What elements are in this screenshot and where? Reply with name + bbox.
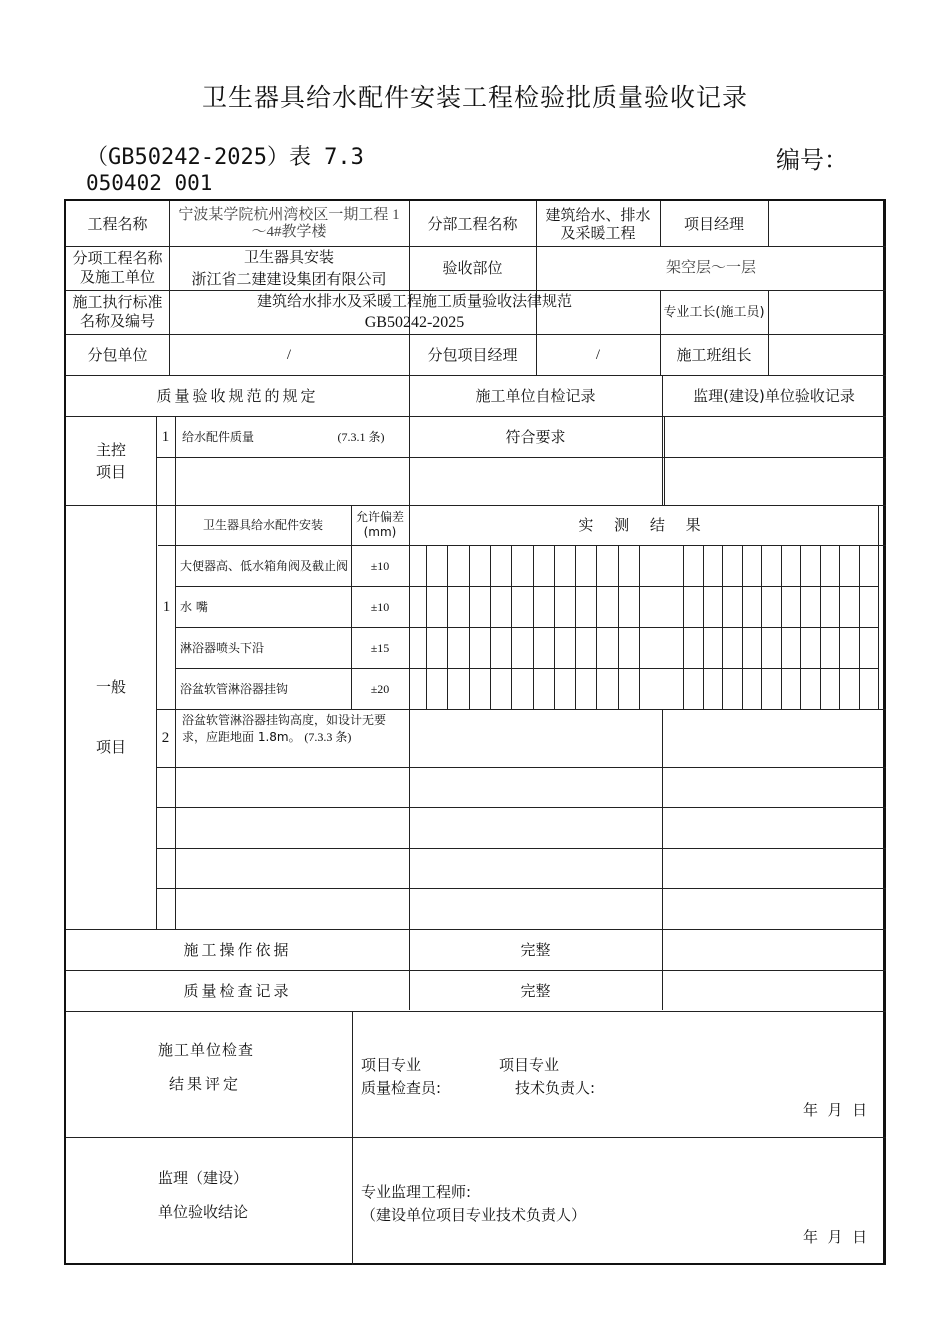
subitem-value-2: 浙江省二建建设集团有限公司	[191, 270, 387, 288]
measure-grid-line	[703, 545, 704, 709]
standard-label: 施工执行标准名称及编号	[72, 293, 163, 330]
tech-lead-label-2: 技术负责人:	[515, 1079, 596, 1097]
measure-grid-line	[839, 545, 840, 709]
manager-label: 项目经理	[683, 214, 744, 233]
fitting-row-name: 大便器高、低水箱角阀及截止阀	[180, 558, 349, 573]
division-label: 分部工程名称	[427, 214, 518, 233]
spec-column-header: 质量验收规范的规定	[156, 386, 319, 405]
inspection-form	[64, 199, 886, 1265]
construction-basis-value: 完整	[520, 940, 551, 959]
construction-basis-label: 施工操作依据	[183, 940, 292, 959]
fitting-row-tolerance: ±10	[370, 558, 390, 573]
main-item-1-text: 给水配件质量	[182, 429, 255, 444]
general-item-2-number: 2	[161, 730, 170, 746]
measure-grid-line	[533, 545, 534, 709]
measure-grid-line	[820, 545, 821, 709]
fitting-row-tolerance: ±20	[370, 681, 390, 696]
measurement-header: 实 测 结 果	[578, 516, 709, 534]
measure-grid-line	[878, 545, 879, 709]
manager-value	[768, 201, 886, 246]
fitting-row-tolerance: ±15	[370, 640, 390, 655]
standard-reference: （GB50242-2025）表 7.3	[86, 145, 364, 170]
form-code: 050402 001	[86, 171, 213, 195]
location-label: 验收部位	[442, 259, 503, 277]
general-item-2-description	[182, 712, 406, 746]
subcontractor-label: 分包单位	[87, 345, 148, 364]
tolerance-header: 允许偏差(mm)	[355, 510, 404, 539]
foreman-value	[768, 290, 886, 334]
team-leader-value	[768, 334, 886, 375]
contractor-eval-label-1: 施工单位检查	[158, 1041, 255, 1059]
self-check-column-header: 施工单位自检记录	[475, 386, 596, 405]
team-leader-label: 施工班组长	[676, 345, 752, 364]
main-control-label: 主控项目	[95, 440, 126, 481]
measure-grid-line	[800, 545, 801, 709]
standard-value-1: 建筑给水排水及采暖工程施工质量验收法律规范	[256, 292, 572, 310]
subcontractor-value: /	[286, 346, 292, 363]
quality-inspector-label-2: 质量检查员:	[361, 1079, 442, 1097]
fitting-row-name: 浴盆软管淋浴器挂钩	[180, 681, 289, 696]
subitem-label: 分项工程名称及施工单位	[72, 249, 163, 286]
location-value: 架空层～一层	[665, 260, 756, 276]
measure-grid-line	[575, 545, 576, 709]
fittings-table-header: 卫生器具给水配件安装	[202, 518, 323, 532]
measure-grid-line	[447, 545, 448, 709]
supervision-eval-label-2: 单位验收结论	[158, 1203, 249, 1221]
fitting-row-tolerance: ±10	[370, 599, 390, 614]
main-item-1-clause: (7.3.1 条)	[337, 429, 385, 444]
general-item-2-text: 浴盆软管淋浴器挂钩高度，如设计无要求，应距地面 1.8m。	[182, 713, 387, 744]
sub-manager-value: /	[595, 346, 601, 363]
supervision-eval-date: 年 月 日	[803, 1228, 868, 1246]
general-item-2-clause: (7.3.3 条)	[304, 730, 352, 744]
sub-manager-label: 分包项目经理	[427, 345, 518, 364]
supervising-engineer-label: 专业监理工程师:	[361, 1183, 472, 1201]
subitem-value-1: 卫生器具安装	[243, 248, 334, 266]
measure-grid-line	[469, 545, 470, 709]
contractor-eval-label-2: 结果评定	[169, 1075, 242, 1093]
quality-record-value: 完整	[520, 981, 551, 1000]
measure-grid-line	[490, 545, 491, 709]
quality-inspector-label-1: 项目专业	[361, 1056, 422, 1074]
foreman-label: 专业工长(施工员)	[663, 304, 765, 320]
project-name-value: 宁波某学院杭州湾校区一期工程 1～4#教学楼	[178, 207, 400, 240]
standard-value-2: GB50242-2025	[364, 314, 465, 331]
contractor-eval-date: 年 月 日	[803, 1101, 868, 1119]
supervision-column-header: 监理(建设)单位验收记录	[693, 386, 855, 405]
measure-grid-line	[742, 545, 743, 709]
fitting-row-name: 淋浴器喷头下沿	[180, 640, 265, 655]
quality-record-label: 质量检查记录	[183, 981, 292, 1000]
measure-grid-line	[554, 545, 555, 709]
measure-grid-line	[618, 545, 619, 709]
general-item-1-number: 1	[162, 599, 171, 615]
measure-grid-line	[859, 545, 860, 709]
general-items-label: 一般项目	[95, 678, 126, 756]
measure-grid-line	[639, 545, 640, 709]
project-name-label: 工程名称	[87, 214, 148, 233]
fitting-row-name: 水 嘴	[180, 599, 208, 614]
measure-grid-line	[511, 545, 512, 709]
owner-tech-lead-label: （建设单位项目专业技术负责人）	[361, 1206, 587, 1224]
measure-grid-line	[781, 545, 782, 709]
main-item-1-number: 1	[161, 428, 170, 445]
measure-grid-line	[722, 545, 723, 709]
measure-grid-line	[683, 545, 684, 709]
measure-grid-line	[761, 545, 762, 709]
main-item-1-result: 符合要求	[505, 427, 566, 446]
division-value: 建筑给水、排水及采暖工程	[545, 205, 651, 242]
supervision-eval-label-1: 监理（建设）	[158, 1169, 249, 1187]
measure-grid-line	[596, 545, 597, 709]
tech-lead-label-1: 项目专业	[499, 1056, 560, 1074]
main-item-1-supervision	[664, 416, 886, 457]
number-label: 编号：	[776, 146, 848, 174]
page-title: 卫生器具给水配件安装工程检验批质量验收记录	[201, 83, 748, 112]
measure-grid-line	[426, 545, 427, 709]
